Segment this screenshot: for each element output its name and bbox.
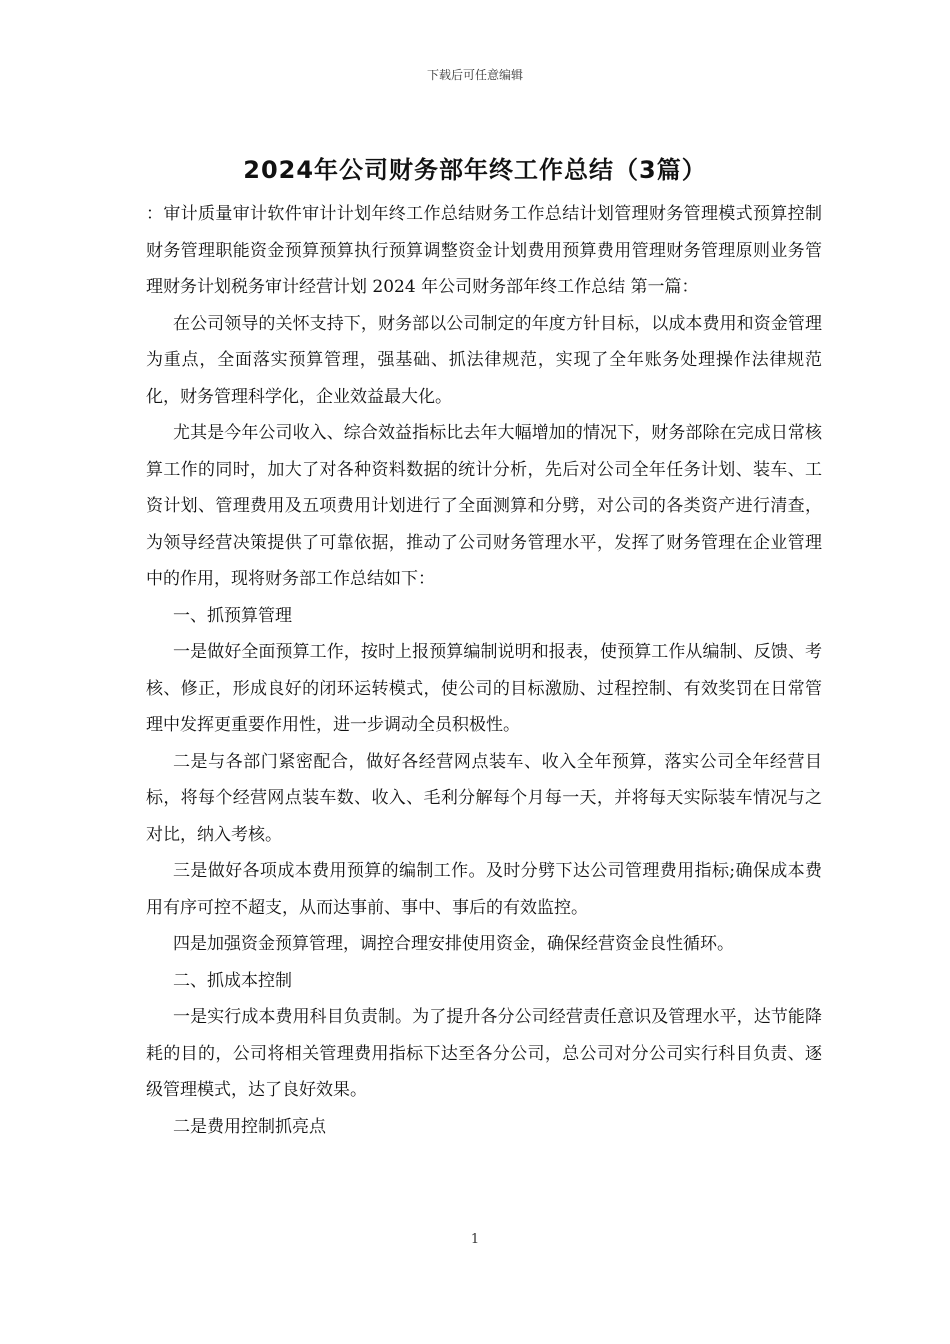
keywords-paragraph: ：审计质量审计软件审计计划年终工作总结财务工作总结计划管理财务管理模式预算控制财务管理职能资金预算预算执行预算调整资金计划费用预算费用管理财务管理原则业务管理财务计划税务审计经营计划 2024 年公司财务部年终工作总结 第一篇： bbox=[146, 204, 822, 297]
body-paragraph: 四是加强资金预算管理，调控合理安排使用资金，确保经营资金良性循环。 bbox=[173, 934, 734, 954]
section-heading: 二、抓成本控制 bbox=[173, 970, 292, 991]
body-paragraph: 二是与各部门紧密配合，做好各经营网点装车、收入全年预算，落实公司全年经营目标，将每个经营网点装车数、收入、毛利分解每个月每一天，并将每天实际装车情况与之对比，纳入考核。 bbox=[146, 751, 822, 845]
body-paragraph: 一是实行成本费用科目负责制。为了提升各分公司经营责任意识及管理水平，达节能降耗的目的，公司将相关管理费用指标下达至各分公司，总公司对分公司实行科目负责、逐级管理模式，达了良好效果。 bbox=[146, 1007, 822, 1100]
section-heading: 一、抓预算管理 bbox=[173, 605, 292, 626]
page-number: 1 bbox=[470, 1232, 480, 1247]
body-paragraph: 一是做好全面预算工作，按时上报预算编制说明和报表，使预算工作从编制、反馈、考核、修正，形成良好的闭环运转模式，使公司的目标激励、过程控制、有效奖罚在日常管理中发挥更重要作用性，进一步调动全员积极性。 bbox=[146, 642, 822, 735]
body-paragraph: 尤其是今年公司收入、综合效益指标比去年大幅增加的情况下，财务部除在完成日常核算工作的同时，加大了对各种资料数据的统计分析，先后对公司全年任务计划、装车、工资计划、管理费用及五项费用计划进行了全面测算和分劈，对公司的各类资产进行清查，为领导经营决策提供了可靠依据，推动了公司财务管理水平，发挥了财务管理在企业管理中的作用，现将财务部工作总结如下： bbox=[146, 423, 822, 589]
document-title: 2024年公司财务部年终工作总结（3篇） bbox=[243, 156, 707, 184]
header-note: 下载后可任意编辑 bbox=[426, 68, 523, 82]
body-paragraph: 三是做好各项成本费用预算的编制工作。及时分劈下达公司管理费用指标;确保成本费用有序可控不超支，从而达事前、事中、事后的有效监控。 bbox=[146, 861, 822, 918]
body-paragraph: 二是费用控制抓亮点 bbox=[173, 1116, 326, 1137]
document-body bbox=[146, 196, 822, 1145]
body-paragraph: 在公司领导的关怀支持下，财务部以公司制定的年度方针目标，以成本费用和资金管理为重点，全面落实预算管理，强基础、抓法律规范，实现了全年账务处理操作法律规范化，财务管理科学化，企业效益最大化。 bbox=[146, 313, 822, 407]
